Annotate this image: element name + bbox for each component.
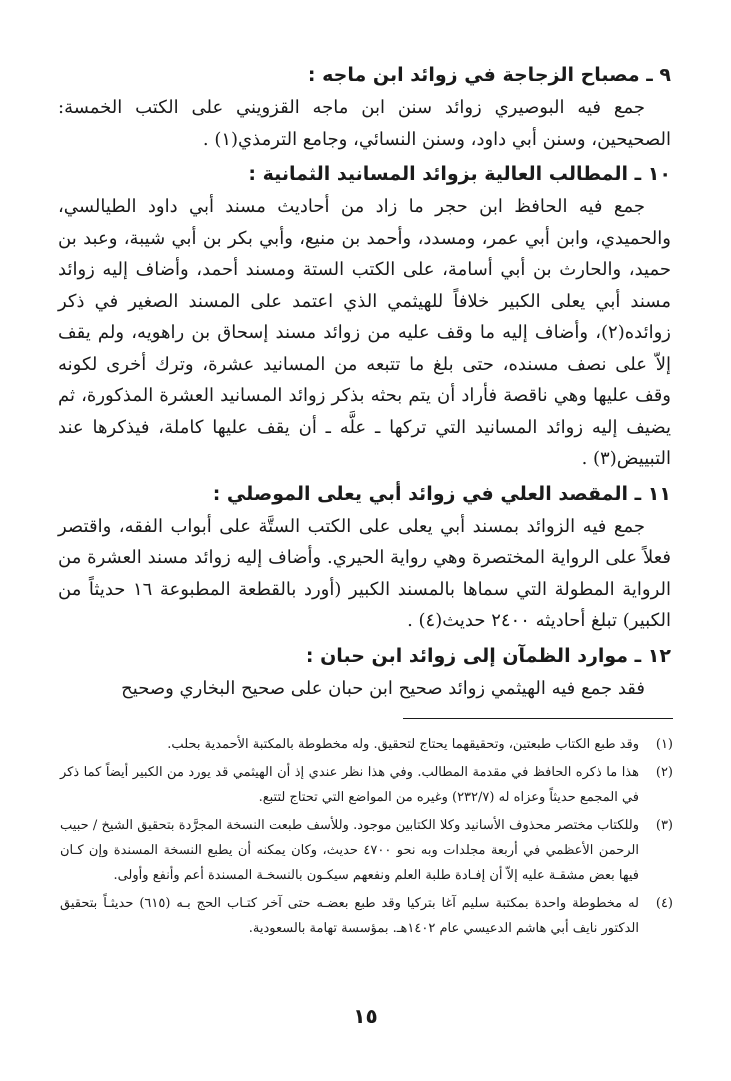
section-12 [58, 639, 671, 705]
section-paragraph: جمع فيه الحافظ ابن حجر ما زاد من أحاديث مسند أبي داود الطيالسي، والحميدي، وابن أبي عمر، ومسدد، وأحمد بن منيع، وأبي بكر بن أبي شيبة، وعبد بن حميد، والحارث بن أبي أسامة، على الكتب الستة ومسند أحمد، وأضاف إليه زوائد مسند أبي يعلى الكبير خلافاً للهيثمي الذي اعتمد على المسند الصغير في ذكر زوائده(٢)، وأضاف إليه ما وقف عليه من زوائد مسند إسحاق بن راهويه، ولم يقف إلاّ على نصف مسنده، حتى بلغ ما تتبعه من المسانيد عشرة، وترك أخرى لكونه وقف عليها وهي ناقصة فأراد أن يتم بحثه بذكر زوائد المسانيد العشرة المذكورة، ثم يضيف إليه زوائد المسانيد التي تركها ـ علَّه ـ أن يقف عليها كاملة، فيذكرها عند التبييض(٣) . [58, 196, 671, 469]
section-heading: ١٠ ـ المطالب العالية بزوائد المسانيد الثمانية : [248, 163, 671, 185]
footnotes [60, 732, 673, 944]
footnote-item [60, 891, 673, 941]
section-heading: ١٢ ـ موارد الظمآن إلى زوائد ابن حبان : [305, 644, 671, 667]
footnote-separator [403, 718, 673, 719]
section-paragraph: جمع فيه الزوائد بمسند أبي يعلى على الكتب الستَّة على أبواب الفقه، واقتصر فعلاً على الرواية المختصرة وهي رواية الحيري. وأضاف إليه زوائد مسند العشرة من الرواية المطولة التي سماها بالمسند الكبير (أورد بالقطعة المطبوعة ١٦ حديثاً من الكبير) تبلغ أحاديثه ٢٤٠٠ حديث(٤) . [58, 515, 671, 631]
section-11 [58, 477, 671, 637]
footnote-item [60, 760, 673, 810]
footnote-text: له مخطوطة واحدة بمكتبة سليم آغا بتركيا وقد طبع بعضـه حتى آخر كتـاب الحج بـه (٦١٥) حديثـاً بتحقيق الدكتور نايف أبي هاشم الدعيسي عام ١٤٠٢هـ. بمؤسسة تهامة بالسعودية. [60, 896, 639, 936]
footnote-text: وقد طبع الكتاب طبعتين، وتحقيقهما يحتاج لتحقيق. وله مخطوطة بالمكتبة الأحمدية بحلب. [167, 737, 639, 752]
footnote-item [60, 732, 673, 757]
section-10 [58, 157, 671, 475]
footnote-item [60, 813, 673, 888]
section-9 [58, 58, 671, 155]
footnote-number: (٢) [655, 765, 673, 780]
section-paragraph: جمع فيه البوصيري زوائد سنن ابن ماجه القزويني على الكتب الخمسة: الصحيحين، وسنن أبي داود، وسنن النسائي، وجامع الترمذي(١) . [58, 97, 671, 150]
footnote-number: (٣) [655, 818, 673, 833]
section-paragraph: فقد جمع فيه الهيثمي زوائد صحيح ابن حبان على صحيح البخاري وصحيح [121, 677, 645, 699]
footnote-number: (١) [655, 737, 673, 752]
footnote-number: (٤) [655, 896, 673, 911]
page-number: ١٥ [353, 1004, 378, 1028]
footnote-text: وللكتاب مختصر محذوف الأسانيد وكلا الكتابين موجود. وللأسف طبعت النسخة المجرَّدة بتحقيق الشيخ / حبيب الرحمن الأعظمي في أربعة مجلدات وبه نحو ٤٧٠٠ حديث، وكان يمكنه أن يطبع النسخة المسندة وإن كـان فيها بعض مشقـة عليه إلاّ أن إفـادة طلبة العلم ونفعهم سيكـون بالنسخـة المسندة أعم وأنفع وأولى. [60, 818, 640, 883]
footnote-text: هذا ما ذكره الحافظ في مقدمة المطالب. وفي هذا نظر عندي إذ أن الهيثمي قد يورد من الكبير أيضاً كما ذكر في المجمع حديثاً وعزاه له (٢٣٢/٧) وغيره من المواضع التي تحتاج لتتبع. [60, 765, 639, 805]
section-heading: ٩ ـ مصباح الزجاجة في زوائد ابن ماجه : [307, 64, 671, 86]
section-heading: ١١ ـ المقصد العلي في زوائد أبي يعلى الموصلي : [212, 482, 671, 505]
